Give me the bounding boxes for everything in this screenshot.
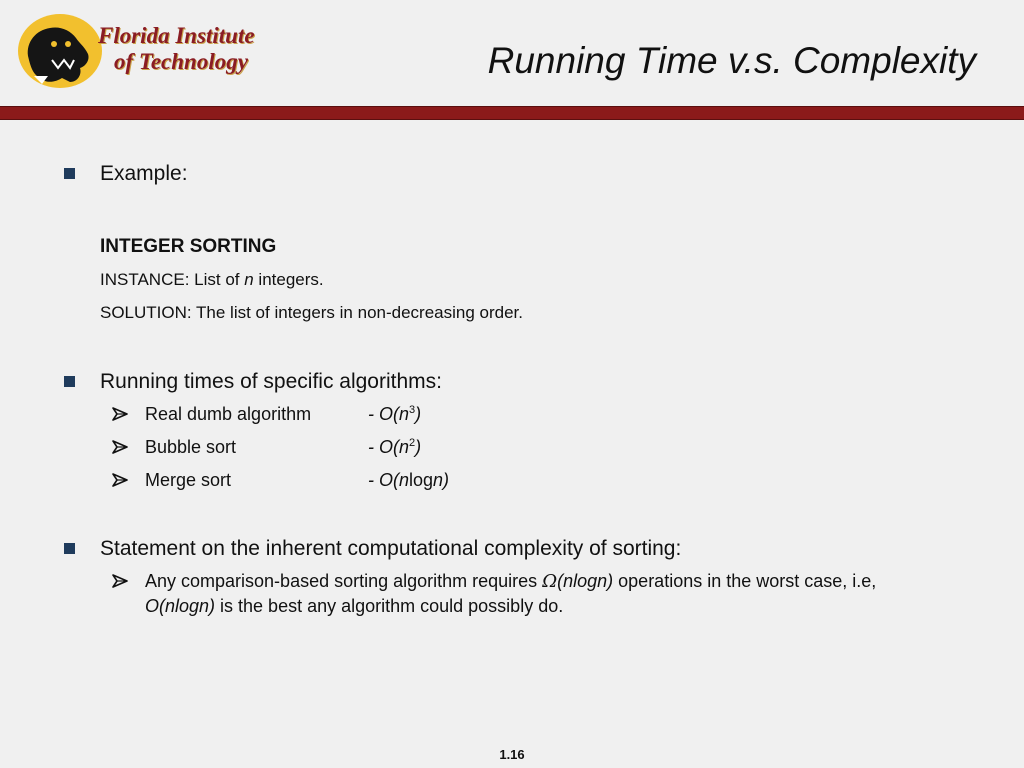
comparison-line2 [145, 596, 563, 617]
arrow-bullet-icon [110, 404, 130, 424]
header-rule [0, 106, 1024, 120]
arrow-bullet-icon [110, 437, 130, 457]
bound-prefix: - O(n [368, 437, 410, 457]
slide-title: Running Time v.s. Complexity [487, 40, 976, 81]
note-text: is the best any algorithm could possibly do. [215, 596, 564, 616]
page-number: 1.16 [499, 747, 525, 762]
solution-line: SOLUTION: The list of integers in non-decreasing order. [100, 303, 523, 322]
algorithm-bound [368, 470, 449, 491]
bullet-text: Statement on the inherent computational complexity of sorting: [100, 537, 682, 560]
square-bullet-icon [64, 543, 75, 554]
instance-prefix: INSTANCE: List of [100, 270, 245, 289]
omega-symbol: Ω [542, 571, 558, 592]
panther-seal-icon [22, 18, 102, 88]
logo-wordmark-line1: Florida Institute [98, 23, 255, 48]
big-o-expression: O(nlogn) [145, 596, 216, 616]
institution-logo [18, 14, 258, 90]
arrow-bullet-icon [110, 571, 130, 591]
bound-suffix: n) [433, 470, 450, 490]
comparison-line1 [145, 571, 876, 592]
bound-suffix: ) [415, 437, 422, 457]
bound-suffix: ) [415, 404, 422, 424]
bullet-text: Running times of specific algorithms: [100, 370, 442, 393]
bullet-text: Example: [100, 162, 188, 185]
instance-suffix: integers. [253, 270, 324, 289]
bound-exponent: 2 [409, 437, 416, 449]
algorithm-name: Bubble sort [145, 437, 237, 457]
instance-variable: n [244, 270, 254, 289]
arrow-bullet-icon [110, 470, 130, 490]
instance-line [100, 270, 324, 290]
algorithm-name: Merge sort [145, 470, 232, 490]
algorithm-bound [368, 437, 421, 458]
bound-exponent: 3 [409, 404, 416, 416]
square-bullet-icon [64, 168, 75, 179]
logo-wordmark-line2: of Technology [114, 49, 248, 74]
algorithm-bound [368, 404, 421, 425]
note-text: operations in the worst case, i.e, [613, 571, 877, 591]
algorithm-name: Real dumb algorithm [145, 404, 312, 424]
bound-prefix: - O(n [368, 470, 410, 490]
square-bullet-icon [64, 376, 75, 387]
note-text: Any comparison-based sorting algorithm requires [145, 571, 543, 591]
omega-expression: (nlogn) [557, 571, 614, 591]
bound-log: log [409, 470, 434, 490]
problem-name: INTEGER SORTING [100, 236, 277, 257]
bound-prefix: - O(n [368, 404, 410, 424]
